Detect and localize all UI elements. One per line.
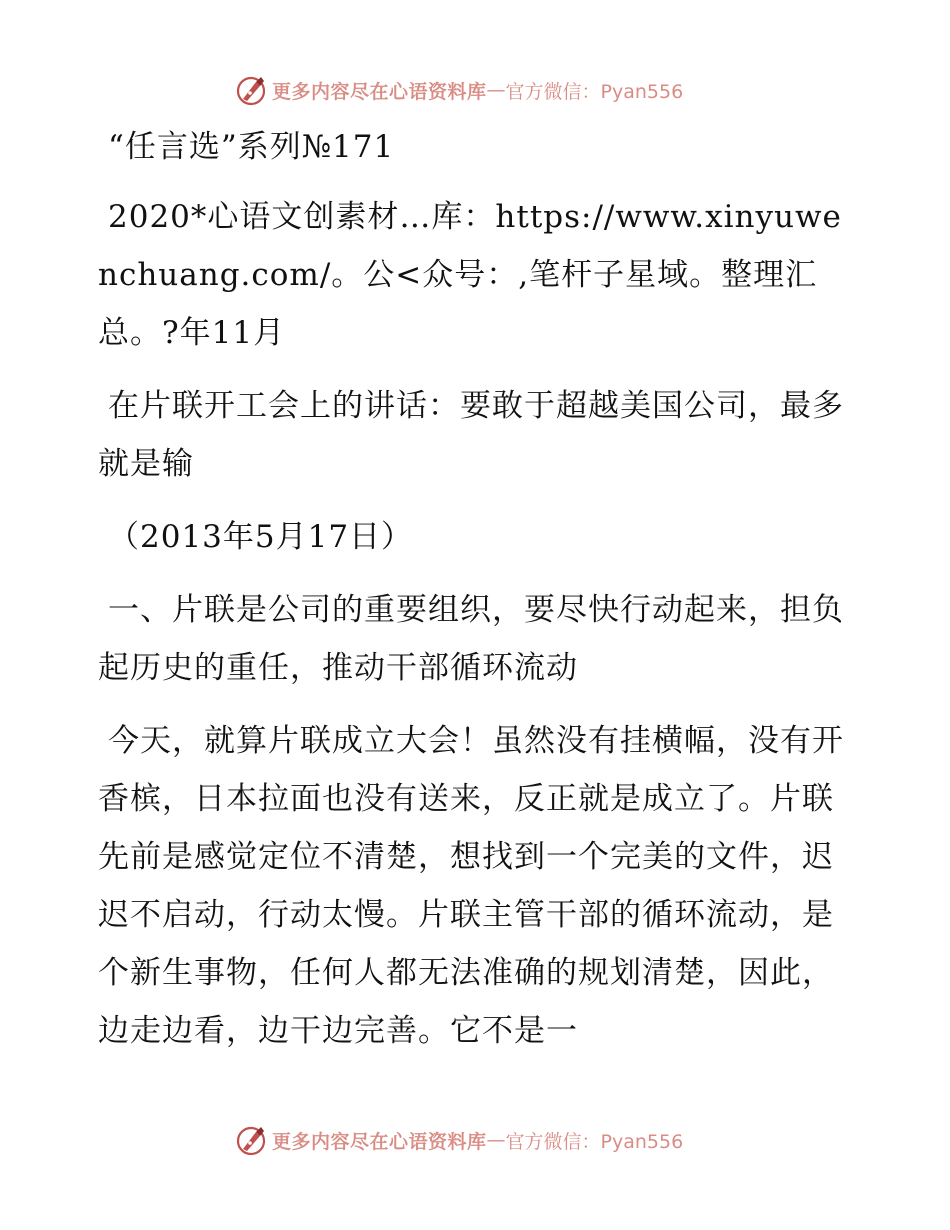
watermark-dash: — <box>486 1129 506 1151</box>
series-label: “任言选”系列№171 <box>108 129 395 165</box>
watermark-dash: — <box>486 79 506 101</box>
watermark-slogan: 更多内容尽在心语资料库 <box>272 1130 487 1153</box>
watermark-wechat: 官方微信：Pyan556 <box>505 1130 684 1153</box>
document-title: 在片联开工会上的讲话：要敢于超越美国公司，最多就是输 <box>98 388 844 482</box>
footer-watermark <box>234 1122 683 1158</box>
document-date: （2013年5月17日） <box>108 519 414 555</box>
pen-nib-circle-icon <box>234 1123 268 1157</box>
watermark-wechat: 官方微信：Pyan556 <box>505 80 684 103</box>
section-heading: 一、片联是公司的重要组织，要尽快行动起来，担负起历史的重任，推动干部循环流动 <box>98 592 844 686</box>
document-body <box>98 118 858 1075</box>
header-watermark <box>234 72 683 108</box>
source-line: 2020*心语文创素材…库：https://www.xinyuwenchuang.com/。公<众号：,笔杆子星域。整理汇总。?年11月 <box>98 199 842 351</box>
pen-nib-circle-icon <box>234 73 268 107</box>
body-paragraph: 今天，就算片联成立大会！虽然没有挂横幅，没有开香槟，日本拉面也没有送来，反正就是成立了。片联先前是感觉定位不清楚，想找到一个完美的文件，迟迟不启动，行动太慢。片联主管干部的循环流动，是个新生事物，任何人都无法准确的规划清楚，因此，边走边看，边干边完善。它不是一 <box>98 723 844 1049</box>
watermark-slogan: 更多内容尽在心语资料库 <box>272 80 487 103</box>
